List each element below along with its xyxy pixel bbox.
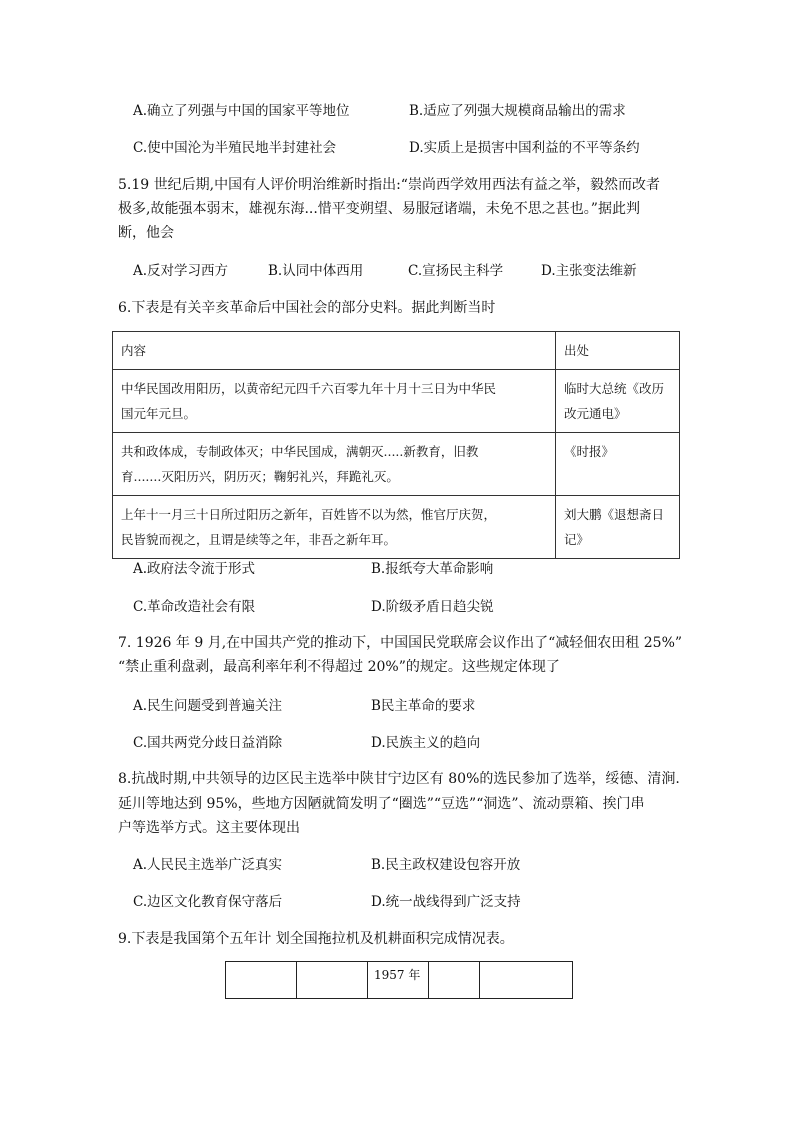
table-cell — [480, 962, 573, 999]
table-cell — [297, 962, 368, 999]
table-cell-source: 刘大鹏《退想斋日 记》 — [556, 496, 680, 559]
q7-option-d[interactable]: D.民族主义的趋向 — [371, 735, 481, 751]
table-header-source: 出处 — [556, 332, 680, 370]
q6-option-d[interactable]: D.阶级矛盾日趋尖锐 — [371, 599, 494, 615]
table-cell-content: 上年十一月三十日所过阳历之新年，百姓皆不以为然，惟官厅庆贺， 民皆貌而视之，且谓是续等之年，非吾之新年耳。 — [113, 496, 556, 559]
q5-stem-line2: 极多,故能强本弱末，雄视东海...惜平变朔望、易服冠诸端，未免不思之甚也。”据此判 — [118, 201, 640, 217]
q8-option-d[interactable]: D.统一战线得到广泛支持 — [371, 894, 521, 910]
table-row — [113, 496, 680, 559]
table-cell-content: 共和政体成，专制政体灭；中华民国成，满朝灭.....新教育，旧教 育.......灭阳历兴，阴历灭；鞠躬礼兴，拜跪礼灭。 — [113, 433, 556, 496]
table-cell — [226, 962, 297, 999]
table-cell-source: 临时大总统《改历 改元通电》 — [556, 370, 680, 433]
q4-option-d[interactable]: D.实质上是损害中国利益的不平等条约 — [409, 140, 640, 156]
q7-stem-line2: “禁止重利盘剥，最高利率年利不得超过 20%”的规定。这些规定体现了 — [118, 659, 560, 675]
q6-option-b[interactable]: B.报纸夸大革命影响 — [371, 561, 494, 577]
table-cell-source: 《时报》 — [556, 433, 680, 496]
q4-option-a[interactable]: A.确立了列强与中国的国家平等地位 — [133, 103, 350, 119]
q6-source-table — [112, 331, 680, 559]
q7-option-a[interactable]: A.民生问题受到普遍关注 — [133, 698, 283, 714]
q8-option-b[interactable]: B.民主政权建设包容开放 — [371, 857, 521, 873]
q7-option-c[interactable]: C.国共两党分歧日益消除 — [133, 735, 283, 751]
q8-stem-line1: 8.抗战时期,中共领导的边区民主选举中陕甘宁边区有 80%的选民参加了选举，绥德、清涧. — [118, 771, 680, 787]
q5-option-b[interactable]: B.认同中体西用 — [268, 263, 364, 279]
q8-stem-line3: 户等选举方式。这主要体现出 — [118, 820, 300, 836]
q7-stem-line1: 7. 1926 年 9 月,在中国共产党的推动下，中国国民党联席会议作出了“减轻佃农田租 25%” — [118, 635, 683, 651]
q9-stem: 9.下表是我国第个五年计 划全国拖拉机及机耕面积完成情况表。 — [118, 931, 514, 947]
q9-tractor-table — [225, 961, 573, 999]
q6-option-a[interactable]: A.政府法令流于形式 — [133, 561, 256, 577]
q4-option-c[interactable]: C.使中国沦为半殖民地半封建社会 — [133, 140, 337, 156]
q4-option-b[interactable]: B.适应了列强大规模商品输出的需求 — [409, 103, 626, 119]
q5-stem-line3: 断，他会 — [118, 225, 174, 241]
table-cell-year: 1957 年 — [368, 962, 429, 999]
q8-stem-line2: 延川等地达到 95%，些地方因陋就简发明了“圈选”“豆选”“洞选”、流动票箱、挨门串 — [118, 796, 645, 812]
q5-option-c[interactable]: C.宣扬民主科学 — [408, 263, 504, 279]
table-row — [113, 370, 680, 433]
table-header-content: 内容 — [113, 332, 556, 370]
table-row — [113, 433, 680, 496]
q7-option-b[interactable]: B民主革命的要求 — [371, 698, 476, 714]
table-row — [226, 962, 573, 999]
q5-option-a[interactable]: A.反对学习西方 — [133, 263, 229, 279]
q8-option-a[interactable]: A.人民民主选举广泛真实 — [133, 857, 283, 873]
table-cell — [429, 962, 480, 999]
q5-option-d[interactable]: D.主张变法维新 — [541, 263, 637, 279]
q6-stem: 6.下表是有关辛亥革命后中国社会的部分史料。据此判断当时 — [118, 300, 496, 316]
table-cell-content: 中华民国改用阳历，以黄帝纪元四千六百零九年十月十三日为中华民 国元年元旦。 — [113, 370, 556, 433]
q8-option-c[interactable]: C.边区文化教育保守落后 — [133, 894, 283, 910]
q6-option-c[interactable]: C.革命改造社会有限 — [133, 599, 256, 615]
q5-stem-line1: 5.19 世纪后期,中国有人评价明治维新时指出:“崇尚西学效用西法有益之举，毅然而改者 — [118, 177, 660, 193]
